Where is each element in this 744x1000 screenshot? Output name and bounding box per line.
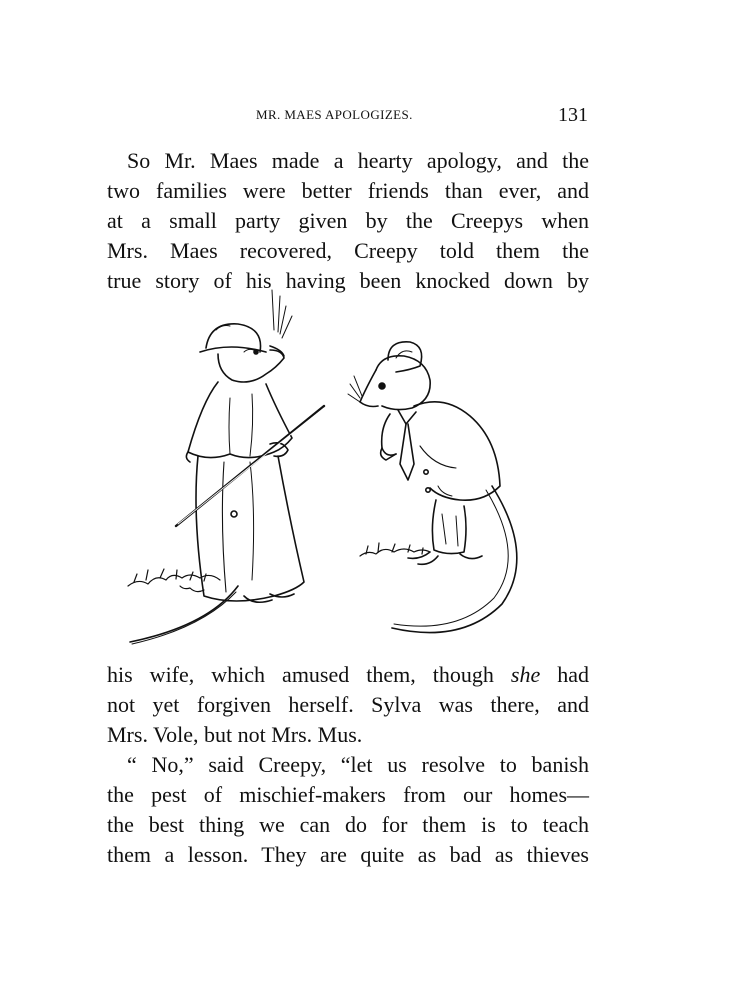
running-title: MR. MAES APOLOGIZES. (256, 107, 413, 122)
text-segment: his wife, which amused them, though (107, 662, 511, 687)
ground-grass-right (360, 543, 430, 556)
two-mice-illustration (120, 286, 580, 656)
right-mouse (348, 342, 517, 633)
text-line: them a lesson. They are quite as bad as thieves (107, 842, 589, 867)
text-line: So Mr. Maes made a hearty apology, and the (127, 148, 589, 173)
text-line-with-emphasis (107, 660, 589, 690)
text-line: two families were better friends than ever, and (107, 178, 589, 203)
left-mouse (130, 290, 324, 644)
paragraph-bottom (107, 660, 589, 870)
page-number: 131 (558, 104, 588, 126)
running-head (108, 104, 588, 128)
ground-grass-left (128, 569, 220, 592)
text-line: Mrs. Vole, but not Mrs. Mus. (107, 722, 363, 747)
text-line: at a small party given by the Creepys when (107, 208, 589, 233)
text-line: Mrs. Maes recovered, Creepy told them the (107, 238, 589, 263)
emphasis-she: she (510, 662, 541, 687)
text-line: the pest of mischief-makers from our homes— (107, 782, 589, 807)
text-line: the best thing we can do for them is to teach (107, 812, 589, 837)
text-segment: had (540, 662, 589, 687)
text-line: “ No,” said Creepy, “let us resolve to banish (127, 752, 589, 777)
text-line: not yet forgiven herself. Sylva was there, and (107, 692, 589, 717)
paragraph-top (107, 146, 589, 296)
text-line: true story of his having been knocked down by (107, 268, 589, 293)
